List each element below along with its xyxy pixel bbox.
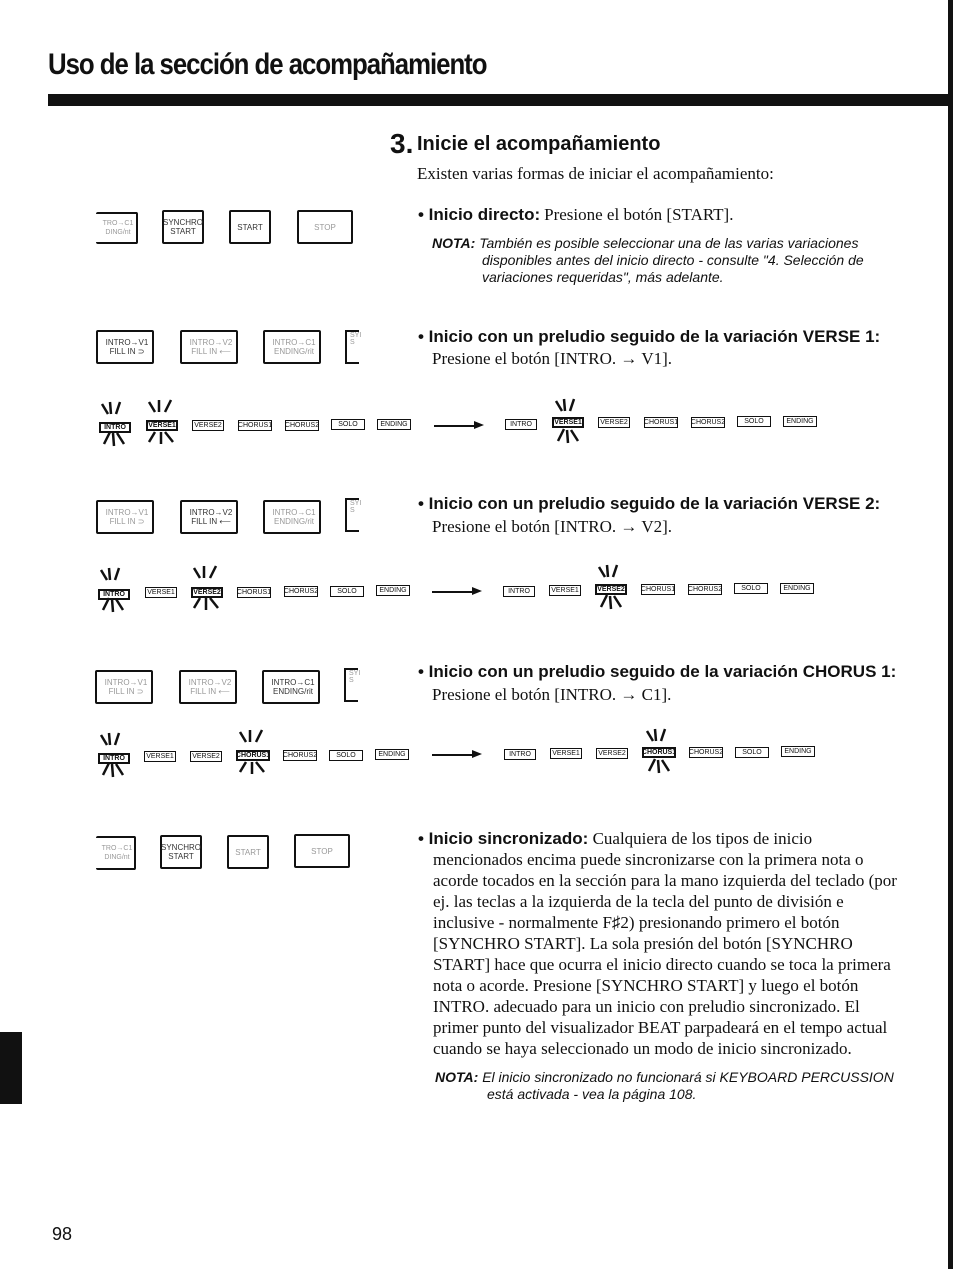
intro-c1-button[interactable]: INTRO→C1 ENDING/rit (263, 330, 321, 364)
pad-verse2[interactable]: VERSE2 (191, 587, 223, 598)
verse1-text: Presione el botón [INTRO. → V1]. (432, 349, 673, 368)
pad-intro[interactable]: INTRO (98, 589, 130, 600)
pad-intro[interactable]: INTRO (503, 586, 535, 597)
pad-solo[interactable]: SOLO (734, 583, 768, 594)
blink-icon (97, 566, 131, 614)
section-number: 3. (390, 128, 414, 159)
pad-ending[interactable]: ENDING (377, 419, 411, 430)
synchro-line: ej. las teclas a la izquierda de la tecla del punto de división e (433, 892, 844, 911)
intro-v2-button[interactable]: INTRO→V2 FILL IN ⟵ (179, 670, 237, 704)
verse1-heading: • Inicio con un preludio seguido de la variación VERSE 1: (418, 327, 881, 346)
blink-icon (97, 731, 131, 779)
intro-v2-button[interactable]: INTRO→V2 FILL IN ⟵ (180, 500, 238, 534)
pad-intro[interactable]: INTRO (505, 419, 537, 430)
pad-solo[interactable]: SOLO (737, 416, 771, 427)
intro-c1-button-partial[interactable]: TRO→C1 DING/nt (96, 212, 138, 244)
note-label: NOTA: (432, 235, 476, 251)
note-line: El inicio sincronizado no funcionará si KEYBOARD PERCUSSION (482, 1069, 894, 1085)
arrow-line (434, 425, 474, 427)
section-intro: Existen varias formas de iniciar el acompañamiento: (417, 164, 774, 183)
note-line: variaciones requeridas", más adelante. (482, 269, 724, 285)
stop-button[interactable]: STOP (294, 834, 350, 868)
pad-intro[interactable]: INTRO (99, 422, 131, 433)
page-title: Uso de la sección de acompañamiento (48, 48, 487, 81)
intro-v2-button[interactable]: INTRO→V2 FILL IN ⟵ (180, 330, 238, 364)
synchro-button-partial[interactable]: SYI S (345, 498, 359, 532)
pad-chorus1[interactable]: CHORUS1 (644, 417, 678, 428)
intro-c1-button-partial[interactable]: TRO→C1 DING/nt (96, 836, 136, 870)
synchro-line: • Inicio sincronizado: Cualquiera de los tipos de inicio (418, 829, 813, 848)
blink-icon (595, 563, 629, 611)
blink-icon (236, 728, 270, 776)
pad-verse2[interactable]: VERSE2 (192, 420, 224, 431)
pad-chorus2[interactable]: CHORUS2 (689, 747, 723, 758)
blink-icon (552, 397, 586, 445)
blink-icon (145, 398, 179, 446)
pad-ending[interactable]: ENDING (783, 416, 817, 427)
note-line: También es posible seleccionar una de las varias variaciones (479, 235, 859, 251)
pad-ending[interactable]: ENDING (781, 746, 815, 757)
pad-verse2[interactable]: VERSE2 (595, 584, 627, 595)
pad-solo[interactable]: SOLO (735, 747, 769, 758)
pad-chorus1[interactable]: CHORUS1 (236, 750, 270, 761)
synchro-line: acorde tocados en la sección para la mano izquierda del teclado (por (433, 871, 897, 890)
chorus1-heading: • Inicio con un preludio seguido de la variación CHORUS 1: (418, 662, 897, 681)
synchro-line: INTRO. adecuado para un inicio con preludio sincronizado. El (433, 997, 860, 1016)
blink-icon (190, 564, 224, 612)
arrow-line (432, 591, 472, 593)
pad-ending[interactable]: ENDING (780, 583, 814, 594)
direct-start-note (432, 235, 864, 286)
pad-verse1[interactable]: VERSE1 (550, 748, 582, 759)
pad-chorus2[interactable]: CHORUS2 (284, 586, 318, 597)
page-number: 98 (52, 1224, 73, 1244)
pad-verse1[interactable]: VERSE1 (145, 587, 177, 598)
pad-verse2[interactable]: VERSE2 (598, 417, 630, 428)
pad-verse2[interactable]: VERSE2 (190, 751, 222, 762)
pad-chorus2[interactable]: CHORUS2 (688, 584, 722, 595)
synchro-start-button[interactable]: SYNCHRO START (162, 210, 204, 244)
synchro-line: START] hace que ocurra el inicio directo cuando se toca la primera (433, 955, 891, 974)
direct-start-text: Presione el botón [START]. (544, 205, 734, 224)
synchro-line: cuando se haya seleccionado un modo de inicio sincronizado. (433, 1039, 852, 1058)
title-rule (48, 94, 948, 106)
stop-button[interactable]: STOP (297, 210, 353, 244)
synchro-line: primer punto del visualizador BEAT parpadeará en el tempo actual (433, 1018, 888, 1037)
pad-solo[interactable]: SOLO (329, 750, 363, 761)
note-label: NOTA: (435, 1069, 479, 1085)
intro-c1-button[interactable]: INTRO→C1 ENDING/rit (263, 500, 321, 534)
arrow-right-icon (474, 421, 484, 429)
page-edge-line (948, 0, 953, 1269)
direct-start-item (418, 204, 733, 225)
start-button[interactable]: START (229, 210, 271, 244)
blink-icon (98, 400, 132, 448)
side-tab-marker (0, 1032, 22, 1104)
pad-verse1[interactable]: VERSE1 (552, 417, 584, 428)
pad-chorus1[interactable]: CHORUS1 (642, 747, 676, 758)
synchro-start-item (418, 828, 918, 1059)
note-line: está activada - vea la página 108. (487, 1086, 697, 1102)
verse2-heading: • Inicio con un preludio seguido de la variación VERSE 2: (418, 494, 881, 513)
intro-v1-button[interactable]: INTRO→V1 FILL IN ⊃ (95, 670, 153, 704)
pad-verse1[interactable]: VERSE1 (549, 585, 581, 596)
pad-intro[interactable]: INTRO (504, 749, 536, 760)
arrow-right-icon (472, 587, 482, 595)
direct-start-heading: • Inicio directo: (418, 205, 541, 224)
synchro-line: nota o acorde. Presione [SYNCHRO START] y luego el botón (433, 976, 859, 995)
arrow-line (432, 754, 472, 756)
pad-chorus2[interactable]: CHORUS2 (691, 417, 725, 428)
pad-chorus2[interactable]: CHORUS2 (285, 420, 319, 431)
synchro-note (435, 1069, 894, 1103)
pad-intro[interactable]: INTRO (98, 753, 130, 764)
pad-chorus1[interactable]: CHORUS1 (238, 420, 272, 431)
blink-icon (643, 727, 677, 775)
synchro-start-button[interactable]: SYNCHRO START (160, 835, 202, 869)
pad-ending[interactable]: ENDING (375, 749, 409, 760)
arrow-right-icon (472, 750, 482, 758)
synchro-line: inclusive - normalmente F♯2) presionando primero el botón (433, 913, 840, 932)
chorus1-text: Presione el botón [INTRO. → C1]. (432, 685, 672, 704)
synchro-line: mencionados encima puede sincronizarse con la primera nota o (433, 850, 864, 869)
synchro-heading: • Inicio sincronizado: (418, 829, 589, 848)
pad-verse2[interactable]: VERSE2 (596, 748, 628, 759)
synchro-line: [SYNCHRO START]. La sola presión del botón [SYNCHRO (433, 934, 853, 953)
verse2-text: Presione el botón [INTRO. → V2]. (432, 517, 673, 536)
pad-chorus2[interactable]: CHORUS2 (283, 750, 317, 761)
pad-chorus1[interactable]: CHORUS1 (641, 584, 675, 595)
synchro-button-partial[interactable]: SYI S (344, 668, 358, 702)
section-title: Inicie el acompañamiento (417, 133, 661, 155)
pad-verse1[interactable]: VERSE1 (144, 751, 176, 762)
pad-solo[interactable]: SOLO (330, 586, 364, 597)
synchro-button-partial[interactable]: SYI S (345, 330, 359, 364)
pad-ending[interactable]: ENDING (376, 585, 410, 596)
pad-solo[interactable]: SOLO (331, 419, 365, 430)
intro-v1-button[interactable]: INTRO→V1 FILL IN ⊃ (96, 500, 154, 534)
intro-v1-button[interactable]: INTRO→V1 FILL IN ⊃ (96, 330, 154, 364)
intro-c1-button[interactable]: INTRO→C1 ENDING/rit (262, 670, 320, 704)
start-button[interactable]: START (227, 835, 269, 869)
pad-chorus1[interactable]: CHORUS1 (237, 587, 271, 598)
note-line: disponibles antes del inicio directo - consulte "4. Selección de (482, 252, 864, 268)
pad-verse1[interactable]: VERSE1 (146, 420, 178, 431)
